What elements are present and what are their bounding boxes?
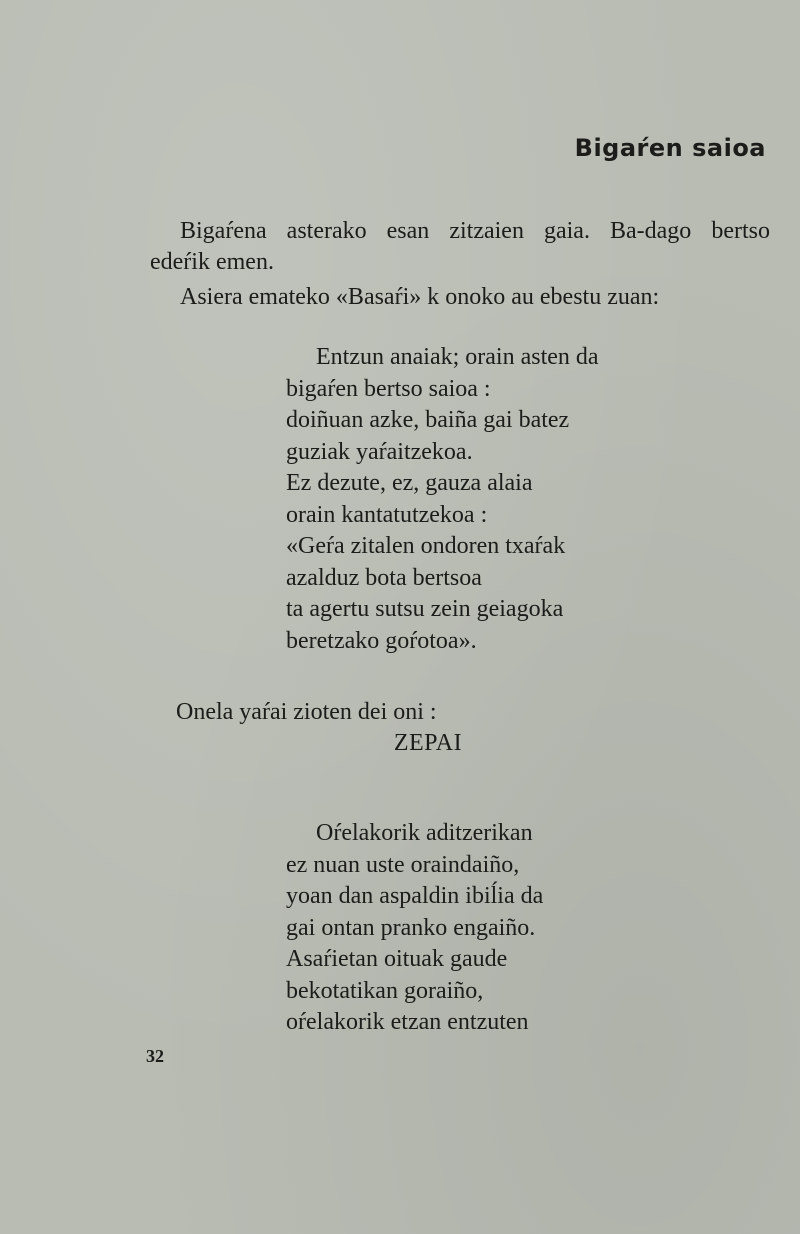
poem-line: Asaŕietan oituak gaude — [286, 946, 508, 972]
verse-line: beretzako goŕotoa». — [286, 627, 477, 654]
poem-stanza — [286, 818, 543, 1039]
verse-line: guziak yaŕaitzekoa. — [286, 438, 473, 465]
verse-line: Entzun anaiak; orain asten da — [316, 344, 599, 370]
intro-paragraph-2 — [180, 282, 770, 313]
verse-line: azalduz bota bertsoa — [286, 564, 482, 591]
poem-line: yoan dan aspaldin ibiĺia da — [286, 883, 544, 909]
verse-line: Ez dezute, ez, gauza alaia — [286, 470, 533, 496]
intro-line-1: Bigaŕena asterako esan zitzaien gaia. Ba-dago bertso — [180, 218, 770, 244]
poem-heading: ZEPAI — [393, 730, 463, 756]
poem-line: Oŕelakorik aditzerikan — [316, 820, 533, 846]
verse-line: bigaŕen bertso saioa : — [286, 375, 491, 402]
transition-line: Onela yaŕai zioten dei oni : — [176, 699, 437, 725]
section-title: Bigaŕen saioa — [574, 134, 766, 162]
intro-line-3: Asiera emateko «Basaŕi» k onoko au ebestu zuan: — [180, 284, 660, 310]
poem-line: gai ontan pranko engaiño. — [286, 914, 536, 941]
verse-line: ta agertu sutsu zein geiagoka — [286, 596, 564, 622]
poem-line: ez nuan uste oraindaiño, — [286, 851, 520, 878]
poem-line: bekotatikan goraiño, — [286, 977, 484, 1004]
verse-line: «Geŕa zitalen ondoren txaŕak — [286, 533, 566, 559]
intro-paragraph — [150, 216, 770, 278]
poem-line: oŕelakorik etzan entzuten — [286, 1009, 529, 1035]
verse-line: orain kantatutzekoa : — [286, 501, 488, 528]
intro-line-2: edeŕik emen. — [150, 249, 274, 275]
verse-line: doiñuan azke, baiña gai batez — [286, 407, 570, 433]
verse-stanza-1 — [286, 342, 599, 657]
page-number: 32 — [146, 1046, 164, 1066]
